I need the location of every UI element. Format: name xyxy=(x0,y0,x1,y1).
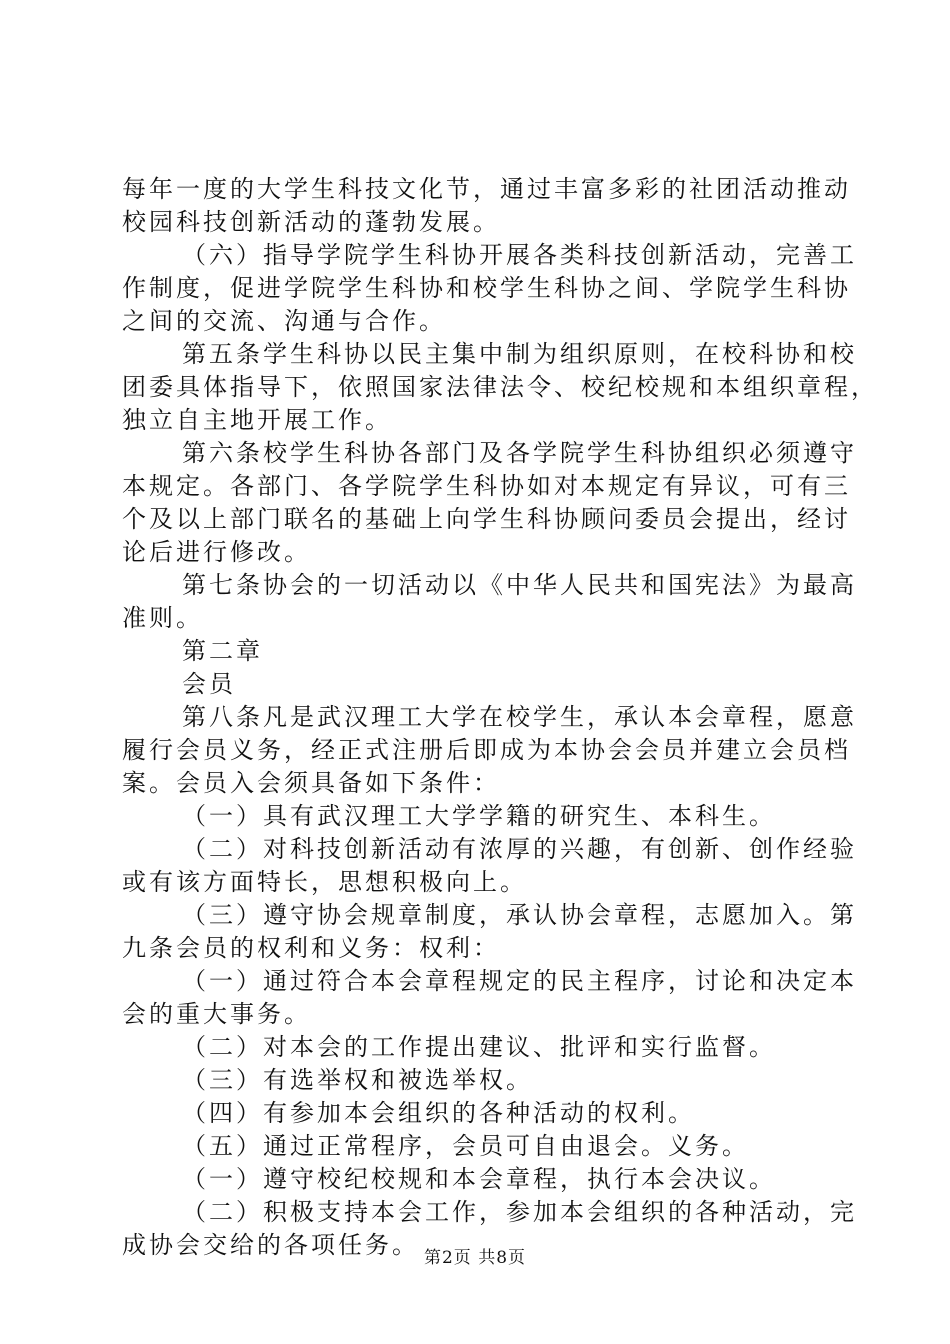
text-line: （三）遵守协会规章制度，承认协会章程，志愿加入。第 xyxy=(182,901,857,929)
text-line: 会员 xyxy=(182,670,236,698)
page-number-footer: 第2页 共8页 xyxy=(423,1248,527,1268)
text-line: （三）有选举权和被选举权。 xyxy=(182,1066,533,1094)
text-line: （二）对本会的工作提出建议、批评和实行监督。 xyxy=(182,1033,776,1061)
text-line: 案。会员入会须具备如下条件： xyxy=(122,769,500,797)
text-line: 本规定。各部门、各学院学生科协如对本规定有异议，可有三 xyxy=(122,472,851,500)
text-line: 校园科技创新活动的蓬勃发展。 xyxy=(122,208,500,236)
text-line: （二）积极支持本会工作，参加本会组织的各种活动，完 xyxy=(182,1198,857,1226)
text-line: （二）对科技创新活动有浓厚的兴趣，有创新、创作经验 xyxy=(182,835,857,863)
text-line: 会的重大事务。 xyxy=(122,1000,311,1028)
text-line: 履行会员义务，经正式注册后即成为本协会会员并建立会员档 xyxy=(122,736,851,764)
text-line: 第五条学生科协以民主集中制为组织原则，在校科协和校 xyxy=(182,340,857,368)
text-line: 团委具体指导下，依照国家法律法令、校纪校规和本组织章程， xyxy=(122,373,878,401)
text-line: （一）遵守校纪校规和本会章程，执行本会决议。 xyxy=(182,1165,776,1193)
text-line: （一）通过符合本会章程规定的民主程序，讨论和决定本 xyxy=(182,967,857,995)
document-body xyxy=(122,173,878,1262)
text-line: （五）通过正常程序，会员可自由退会。义务。 xyxy=(182,1132,749,1160)
text-line: 或有该方面特长，思想积极向上。 xyxy=(122,868,527,896)
text-line: 九条会员的权利和义务：权利： xyxy=(122,934,500,962)
text-line: 作制度，促进学院学生科协和校学生科协之间、学院学生科协 xyxy=(122,274,851,302)
text-line: 第二章 xyxy=(182,637,263,665)
text-line: 第六条校学生科协各部门及各学院学生科协组织必须遵守 xyxy=(182,439,857,467)
text-line: （六）指导学院学生科协开展各类科技创新活动，完善工 xyxy=(182,241,857,269)
text-line: 论后进行修改。 xyxy=(122,538,311,566)
text-line: 独立自主地开展工作。 xyxy=(122,406,392,434)
text-line: （一）具有武汉理工大学学籍的研究生、本科生。 xyxy=(182,802,776,830)
text-line: 第七条协会的一切活动以《中华人民共和国宪法》为最高 xyxy=(182,571,857,599)
text-line: 每年一度的大学生科技文化节，通过丰富多彩的社团活动推动 xyxy=(122,175,851,203)
text-line: 之间的交流、沟通与合作。 xyxy=(122,307,446,335)
text-line: 成协会交给的各项任务。 xyxy=(122,1231,419,1259)
text-line: （四）有参加本会组织的各种活动的权利。 xyxy=(182,1099,695,1127)
text-line: 个及以上部门联名的基础上向学生科协顾问委员会提出，经讨 xyxy=(122,505,851,533)
text-line: 准则。 xyxy=(122,604,203,632)
text-line: 第八条凡是武汉理工大学在校学生，承认本会章程，愿意 xyxy=(182,703,857,731)
